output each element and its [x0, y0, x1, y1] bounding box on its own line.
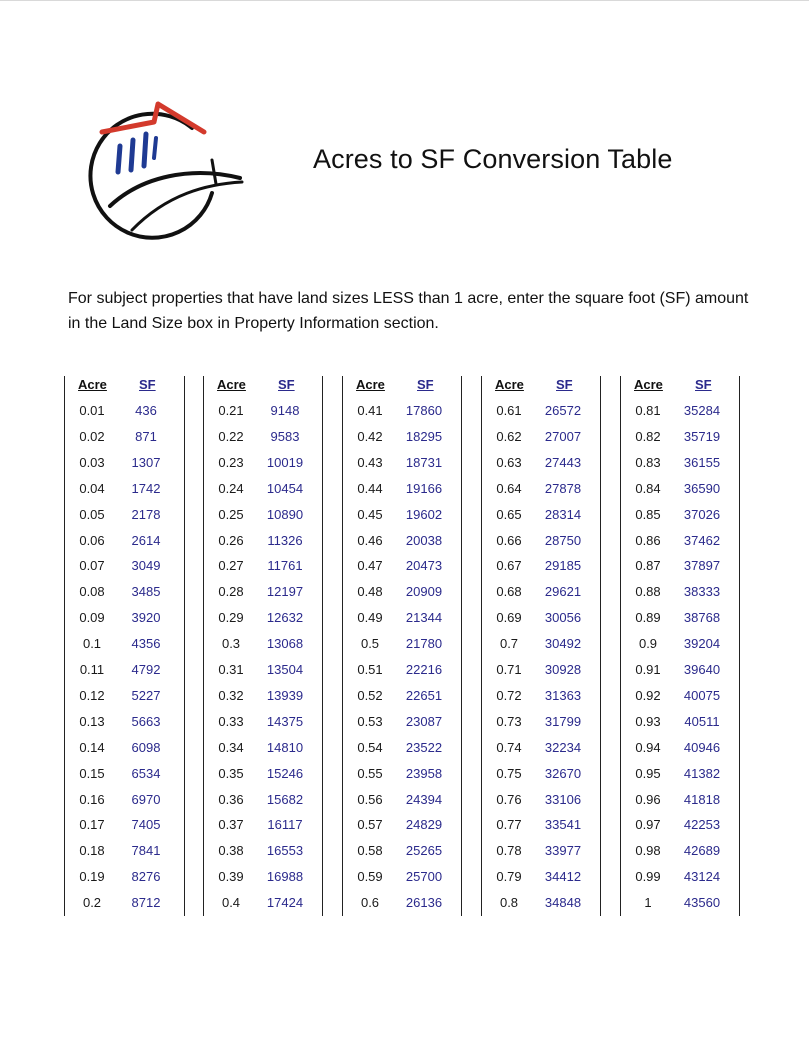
acre-value: 0.46 [357, 532, 383, 548]
acre-value: 0.48 [357, 584, 383, 600]
sf-value: 26136 [405, 895, 443, 911]
sf-value: 42689 [683, 843, 721, 859]
sf-value: 16553 [266, 843, 304, 859]
sf-value: 27443 [544, 454, 582, 470]
sf-value: 10890 [266, 506, 304, 522]
acre-value: 0.92 [635, 687, 661, 703]
acre-column-header: Acre [217, 377, 246, 392]
acre-value: 0.68 [496, 584, 522, 600]
acre-value: 0.42 [357, 428, 383, 444]
sf-value: 26572 [544, 403, 582, 418]
acre-value: 0.62 [496, 428, 522, 444]
acre-value: 0.12 [79, 687, 105, 703]
table-divider [620, 376, 621, 916]
sf-value: 35284 [683, 403, 721, 418]
acre-value: 0.53 [357, 713, 383, 729]
sf-value: 19166 [405, 480, 443, 496]
sf-value: 43560 [683, 895, 721, 911]
sf-value: 6098 [131, 739, 161, 755]
sf-value: 19602 [405, 506, 443, 522]
sf-value: 40946 [683, 739, 721, 755]
table-divider [203, 376, 204, 916]
acre-value: 0.05 [79, 506, 105, 522]
acre-value: 0.65 [496, 506, 522, 522]
acre-value: 0.83 [635, 454, 661, 470]
acre-value: 0.26 [218, 532, 244, 548]
sf-value: 32234 [544, 739, 582, 755]
acre-value: 0.04 [79, 480, 105, 496]
acre-value: 0.91 [635, 662, 661, 677]
acre-value: 0.98 [635, 843, 661, 859]
sf-value: 30492 [544, 636, 582, 652]
acre-value: 0.6 [360, 895, 380, 911]
table-divider [600, 376, 601, 916]
acre-value: 0.7 [499, 636, 519, 652]
acre-value: 0.14 [79, 739, 105, 755]
acre-value: 0.21 [218, 403, 244, 418]
acre-value: 0.75 [496, 765, 522, 781]
sf-value: 10454 [266, 480, 304, 496]
sf-value: 12632 [266, 610, 304, 626]
acre-value: 0.81 [635, 403, 661, 418]
sf-value: 4792 [131, 662, 161, 677]
acre-value: 0.18 [79, 843, 105, 859]
table-divider [739, 376, 740, 916]
page-title: Acres to SF Conversion Table [313, 144, 673, 174]
sf-value: 38768 [683, 610, 721, 626]
acre-value: 0.96 [635, 791, 661, 807]
acre-value: 0.23 [218, 454, 244, 470]
acre-value: 0.72 [496, 687, 522, 703]
acre-value: 0.64 [496, 480, 522, 496]
sf-value: 6970 [131, 791, 161, 807]
sf-value: 14375 [266, 713, 304, 729]
acre-value: 0.31 [218, 662, 244, 677]
sf-column-header: SF [556, 377, 573, 392]
sf-value: 436 [135, 403, 157, 418]
acre-value: 0.03 [79, 454, 105, 470]
sf-value: 13504 [266, 662, 304, 677]
sf-value: 36155 [683, 454, 721, 470]
sf-value: 2614 [131, 532, 161, 548]
sf-value: 29185 [544, 558, 582, 574]
table-divider [481, 376, 482, 916]
acre-value: 0.93 [635, 713, 661, 729]
sf-value: 13068 [266, 636, 304, 652]
acre-value: 0.2 [82, 895, 102, 911]
sf-value: 20473 [405, 558, 443, 574]
acre-value: 0.66 [496, 532, 522, 548]
sf-value: 16988 [266, 869, 304, 885]
acre-value: 0.19 [79, 869, 105, 885]
acre-value: 0.77 [496, 817, 522, 833]
sf-value: 1742 [131, 480, 161, 496]
sf-value: 37897 [683, 558, 721, 574]
sf-value: 31363 [544, 687, 582, 703]
acre-value: 0.43 [357, 454, 383, 470]
sf-value: 29621 [544, 584, 582, 600]
acre-value: 0.67 [496, 558, 522, 574]
sf-value: 12197 [266, 584, 304, 600]
acre-value: 0.51 [357, 662, 383, 677]
conversion-table [64, 376, 744, 916]
sf-value: 7405 [131, 817, 161, 833]
sf-value: 21780 [405, 636, 443, 652]
sf-value: 2178 [131, 506, 161, 522]
acre-value: 0.79 [496, 869, 522, 885]
sf-value: 18295 [405, 428, 443, 444]
acre-value: 0.08 [79, 584, 105, 600]
sf-value: 40511 [684, 713, 720, 729]
sf-value: 871 [135, 428, 157, 444]
sf-value: 9148 [270, 403, 300, 418]
acre-value: 0.54 [357, 739, 383, 755]
acre-value: 0.99 [635, 869, 661, 885]
sf-value: 10019 [266, 454, 304, 470]
sf-value: 17424 [266, 895, 304, 911]
sf-value: 13939 [266, 687, 304, 703]
sf-value: 40075 [683, 687, 721, 703]
acre-value: 0.17 [79, 817, 105, 833]
sf-value: 6534 [131, 765, 161, 781]
sf-column-header: SF [417, 377, 434, 392]
acre-value: 0.55 [357, 765, 383, 781]
table-divider [342, 376, 343, 916]
sf-value: 1307 [131, 454, 161, 470]
sf-value: 39640 [683, 662, 721, 677]
sf-value: 33541 [544, 817, 582, 833]
acre-value: 0.24 [218, 480, 244, 496]
sf-value: 32670 [544, 765, 582, 781]
acre-value: 0.1 [82, 636, 102, 652]
table-divider [461, 376, 462, 916]
sf-value: 23522 [405, 739, 443, 755]
sf-value: 35719 [683, 428, 721, 444]
acre-value: 0.63 [496, 454, 522, 470]
acre-value: 0.61 [496, 403, 522, 418]
acre-value: 0.29 [218, 610, 244, 626]
sf-value: 41818 [683, 791, 721, 807]
acre-value: 0.94 [635, 739, 661, 755]
acre-value: 0.88 [635, 584, 661, 600]
sf-value: 11326 [267, 532, 303, 548]
acre-value: 0.5 [360, 636, 380, 652]
acre-value: 0.25 [218, 506, 244, 522]
acre-value: 0.87 [635, 558, 661, 574]
acre-value: 0.36 [218, 791, 244, 807]
acre-value: 0.58 [357, 843, 383, 859]
acre-value: 0.57 [357, 817, 383, 833]
sf-value: 42253 [683, 817, 721, 833]
sf-value: 28750 [544, 532, 582, 548]
sf-value: 23087 [405, 713, 443, 729]
table-divider [184, 376, 185, 916]
acre-value: 0.07 [79, 558, 105, 574]
acre-value: 0.11 [79, 662, 105, 677]
sf-value: 20909 [405, 584, 443, 600]
acre-value: 0.16 [79, 791, 105, 807]
sf-value: 36590 [683, 480, 721, 496]
acre-value: 0.15 [79, 765, 105, 781]
sf-value: 30928 [544, 662, 582, 677]
sf-value: 24829 [405, 817, 443, 833]
sf-value: 11761 [267, 558, 303, 574]
acre-value: 0.74 [496, 739, 522, 755]
acre-value: 0.78 [496, 843, 522, 859]
sf-value: 7841 [131, 843, 161, 859]
acre-value: 1 [644, 895, 652, 911]
acre-value: 0.47 [357, 558, 383, 574]
acre-value: 0.22 [218, 428, 244, 444]
acre-value: 0.71 [496, 662, 522, 677]
sf-value: 5227 [131, 687, 161, 703]
acre-value: 0.34 [218, 739, 244, 755]
acre-value: 0.32 [218, 687, 244, 703]
sf-value: 37026 [683, 506, 721, 522]
acre-value: 0.59 [357, 869, 383, 885]
sf-value: 8276 [131, 869, 161, 885]
acre-value: 0.45 [357, 506, 383, 522]
sf-value: 33106 [544, 791, 582, 807]
sf-value: 30056 [544, 610, 582, 626]
acre-value: 0.01 [79, 403, 105, 418]
sf-value: 33977 [544, 843, 582, 859]
sf-value: 22651 [405, 687, 443, 703]
sf-value: 3485 [131, 584, 161, 600]
sf-value: 41382 [683, 765, 721, 781]
sf-value: 27007 [544, 428, 582, 444]
sf-value: 25265 [405, 843, 443, 859]
sf-value: 18731 [405, 454, 443, 470]
acre-value: 0.09 [79, 610, 105, 626]
sf-value: 39204 [683, 636, 721, 652]
acre-value: 0.39 [218, 869, 244, 885]
sf-value: 15682 [266, 791, 304, 807]
sf-value: 5663 [131, 713, 161, 729]
sf-value: 9583 [270, 428, 300, 444]
acre-value: 0.13 [79, 713, 105, 729]
acre-value: 0.85 [635, 506, 661, 522]
acre-value: 0.8 [499, 895, 519, 911]
acre-value: 0.28 [218, 584, 244, 600]
acre-value: 0.38 [218, 843, 244, 859]
sf-value: 8712 [131, 895, 161, 911]
page-top-edge [0, 0, 809, 1]
acre-value: 0.44 [357, 480, 383, 496]
sf-value: 31799 [544, 713, 582, 729]
sf-value: 24394 [405, 791, 443, 807]
sf-value: 3920 [131, 610, 161, 626]
table-divider [64, 376, 65, 916]
acre-value: 0.69 [496, 610, 522, 626]
sf-value: 22216 [405, 662, 443, 677]
acre-value: 0.86 [635, 532, 661, 548]
acre-value: 0.35 [218, 765, 244, 781]
acre-value: 0.89 [635, 610, 661, 626]
sf-value: 43124 [683, 869, 721, 885]
sf-value: 37462 [683, 532, 721, 548]
acre-value: 0.33 [218, 713, 244, 729]
sf-value: 4356 [131, 636, 161, 652]
acre-value: 0.02 [79, 428, 105, 444]
sf-value: 27878 [544, 480, 582, 496]
acre-value: 0.27 [218, 558, 244, 574]
sf-value: 14810 [266, 739, 304, 755]
sf-value: 25700 [405, 869, 443, 885]
acre-column-header: Acre [634, 377, 663, 392]
house-road-logo-icon [72, 88, 252, 248]
sf-value: 34412 [544, 869, 582, 885]
sf-value: 15246 [266, 765, 304, 781]
acre-value: 0.76 [496, 791, 522, 807]
sf-column-header: SF [278, 377, 295, 392]
intro-paragraph: For subject properties that have land sizes LESS than 1 acre, enter the square foot (SF) amount in the Land Size box in Property Information section. [68, 290, 749, 332]
sf-value: 17860 [405, 403, 443, 418]
sf-value: 3049 [131, 558, 161, 574]
acre-value: 0.41 [357, 403, 383, 418]
acre-value: 0.4 [221, 895, 241, 911]
sf-value: 20038 [405, 532, 443, 548]
acre-value: 0.9 [638, 636, 658, 652]
acre-value: 0.49 [357, 610, 383, 626]
sf-column-header: SF [139, 377, 156, 392]
acre-value: 0.52 [357, 687, 383, 703]
acre-value: 0.56 [357, 791, 383, 807]
sf-value: 16117 [267, 817, 303, 833]
acre-value: 0.95 [635, 765, 661, 781]
table-divider [322, 376, 323, 916]
sf-column-header: SF [695, 377, 712, 392]
sf-value: 21344 [405, 610, 443, 626]
acre-column-header: Acre [356, 377, 385, 392]
acre-value: 0.82 [635, 428, 661, 444]
sf-value: 28314 [544, 506, 582, 522]
sf-value: 23958 [405, 765, 443, 781]
acre-column-header: Acre [495, 377, 524, 392]
sf-value: 38333 [683, 584, 721, 600]
acre-value: 0.37 [218, 817, 244, 833]
acre-value: 0.06 [79, 532, 105, 548]
acre-value: 0.84 [635, 480, 661, 496]
sf-value: 34848 [544, 895, 582, 911]
acre-value: 0.73 [496, 713, 522, 729]
acre-column-header: Acre [78, 377, 107, 392]
acre-value: 0.97 [635, 817, 661, 833]
acre-value: 0.3 [221, 636, 241, 652]
